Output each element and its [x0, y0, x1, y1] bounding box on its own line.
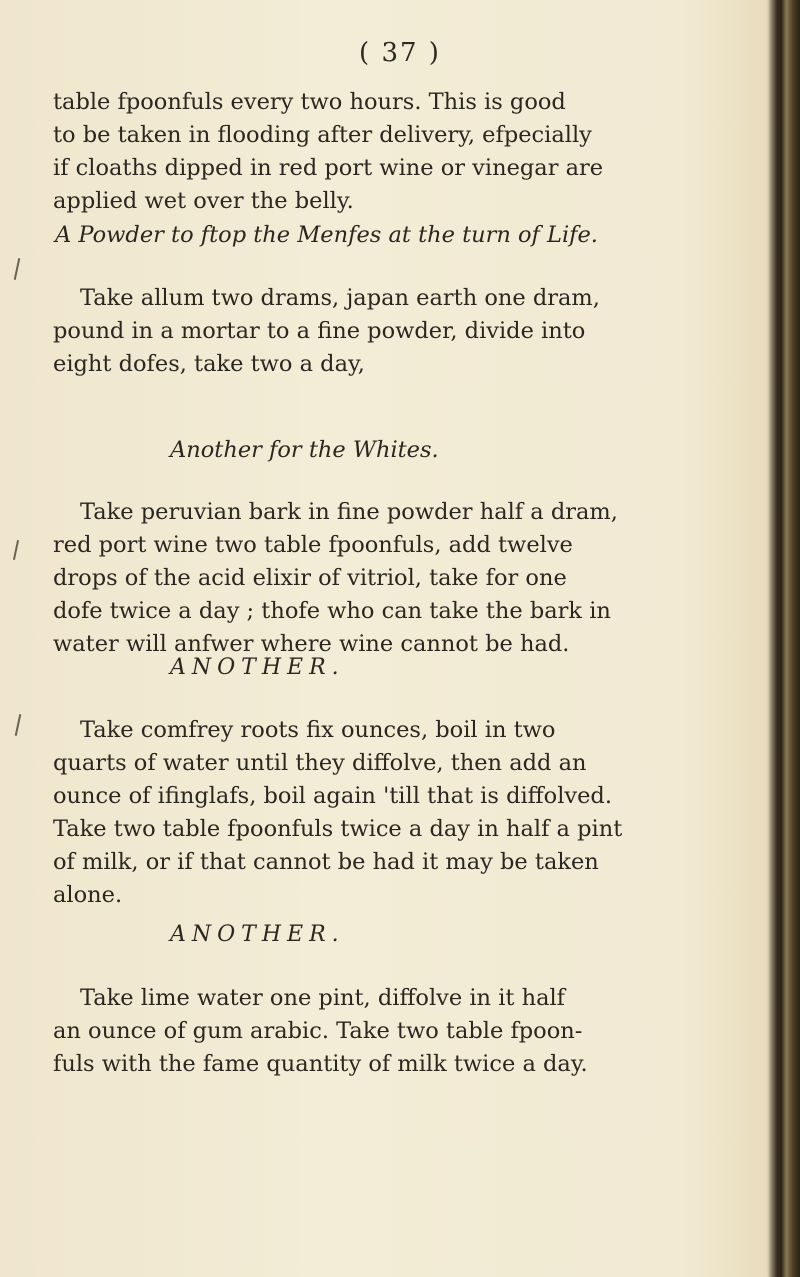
text-line: applied wet over the belly. — [53, 188, 354, 214]
paragraph-whites — [53, 496, 743, 661]
heading-powder: A Powder to ftop the Menfes at the turn of Life. — [55, 222, 598, 248]
text-line: red port wine two table fpoonfuls, add twelve — [53, 532, 573, 558]
text-line: Take lime water one pint, diffolve in it half — [80, 985, 566, 1011]
margin-mark — [13, 540, 19, 560]
text-line: quarts of water until they diffolve, then add an — [53, 750, 587, 776]
page-edge — [766, 0, 800, 1277]
text-line: an ounce of gum arabic. Take two table fpoon- — [53, 1018, 583, 1044]
paragraph-powder — [53, 282, 743, 381]
text-line: if cloaths dipped in red port wine or vinegar are — [53, 155, 604, 181]
text-line: Take allum two drams, japan earth one dram, — [80, 285, 600, 311]
text-line: dofe twice a day ; thofe who can take the bark in — [53, 598, 611, 624]
text-line: alone. — [53, 882, 123, 908]
margin-mark — [14, 258, 21, 280]
text-line: Take two table fpoonfuls twice a day in half a pint — [53, 816, 623, 842]
text-line: fuls with the fame quantity of milk twice a day. — [53, 1051, 588, 1077]
text-line: drops of the acid elixir of vitriol, take for one — [53, 565, 567, 591]
text-line: of milk, or if that cannot be had it may be taken — [53, 849, 599, 875]
text-line: Take peruvian bark in fine powder half a dram, — [80, 499, 618, 525]
text-line: water will anfwer where wine cannot be had. — [53, 631, 570, 657]
margin-mark — [15, 714, 22, 736]
heading-whites: Another for the Whites. — [170, 437, 439, 463]
heading-another-2: ANOTHER. — [170, 922, 345, 947]
text-line: to be taken in flooding after delivery, efpecially — [53, 122, 592, 148]
text-line: ounce of ifinglafs, boil again 'till that is diffolved. — [53, 783, 612, 809]
paragraph-continuation — [53, 86, 743, 218]
paragraph-lime-water — [53, 982, 743, 1081]
page-number-header: ( 37 ) — [359, 38, 441, 68]
text-line: table fpoonfuls every two hours. This is good — [53, 89, 566, 115]
text-line: pound in a mortar to a fine powder, divide into — [53, 318, 586, 344]
paragraph-comfrey — [53, 714, 743, 912]
text-line: eight dofes, take two a day, — [53, 351, 365, 377]
text-line: Take comfrey roots fix ounces, boil in two — [80, 717, 556, 743]
heading-another-1: ANOTHER. — [170, 655, 345, 680]
